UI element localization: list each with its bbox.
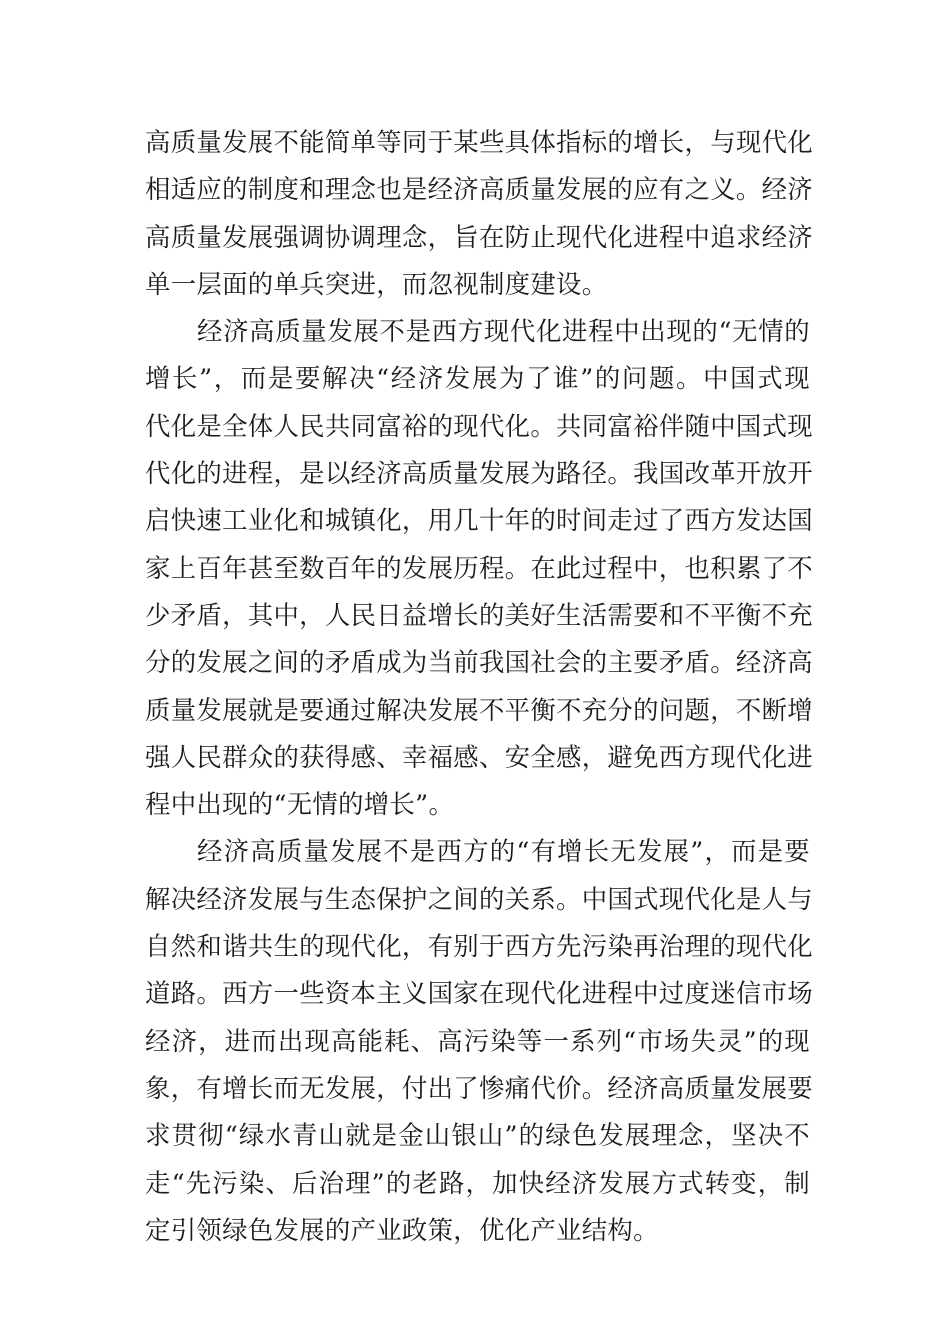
- paragraph-2-line-6: 家上百年甚至数百年的发展历程。在此过程中，也积累了不: [145, 552, 813, 583]
- paragraph-1-line-2: 相适应的制度和理念也是经济高质量发展的应有之义。经济: [145, 174, 813, 205]
- paragraph-3-line-6: 象，有增长而无发展，付出了惨痛代价。经济高质量发展要: [145, 1072, 813, 1103]
- paragraph-1-line-3: 高质量发展强调协调理念，旨在防止现代化进程中追求经济: [145, 221, 813, 252]
- paragraph-3-line-4: 道路。西方一些资本主义国家在现代化进程中过度迷信市场: [145, 978, 813, 1009]
- paragraph-2-line-1: 经济高质量发展不是西方现代化进程中出现的“无情的: [197, 316, 810, 347]
- paragraph-3-line-7: 求贯彻“绿水青山就是金山银山”的绿色发展理念，坚决不: [145, 1120, 810, 1151]
- paragraph-3-line-3: 自然和谐共生的现代化，有别于西方先污染再治理的现代化: [145, 931, 813, 962]
- paragraph-3-line-9: 定引领绿色发展的产业政策，优化产业结构。: [145, 1214, 659, 1245]
- paragraph-3-line-5: 经济，进而出现高能耗、高污染等一系列“市场失灵”的现: [145, 1025, 810, 1056]
- paragraph-2-line-7: 少矛盾，其中，人民日益增长的美好生活需要和不平衡不充: [145, 599, 813, 630]
- paragraph-2-line-4: 代化的进程，是以经济高质量发展为路径。我国改革开放开: [145, 458, 813, 489]
- paragraph-2-line-10: 强人民群众的获得感、幸福感、安全感，避免西方现代化进: [145, 741, 813, 772]
- paragraph-3-line-2: 解决经济发展与生态保护之间的关系。中国式现代化是人与: [145, 883, 813, 914]
- paragraph-2-line-11: 程中出现的“无情的增长”。: [145, 789, 455, 820]
- paragraph-3-line-8: 走“先污染、后治理”的老路，加快经济发展方式转变，制: [145, 1167, 810, 1198]
- paragraph-2-line-8: 分的发展之间的矛盾成为当前我国社会的主要矛盾。经济高: [145, 647, 813, 678]
- paragraph-2-line-5: 启快速工业化和城镇化，用几十年的时间走过了西方发达国: [145, 505, 813, 536]
- paragraph-2-line-2: 增长”，而是要解决“经济发展为了谁”的问题。中国式现: [145, 363, 810, 394]
- body-text: [145, 119, 813, 1254]
- paragraph-3-line-1: 经济高质量发展不是西方的“有增长无发展”，而是要: [197, 836, 810, 867]
- paragraph-1-line-1: 高质量发展不能简单等同于某些具体指标的增长，与现代化: [145, 127, 813, 157]
- paragraph-2-line-9: 质量发展就是要通过解决发展不平衡不充分的问题，不断增: [145, 694, 813, 725]
- paragraph-2-line-3: 代化是全体人民共同富裕的现代化。共同富裕伴随中国式现: [145, 410, 813, 441]
- paragraph-1-line-4: 单一层面的单兵突进，而忽视制度建设。: [145, 268, 608, 299]
